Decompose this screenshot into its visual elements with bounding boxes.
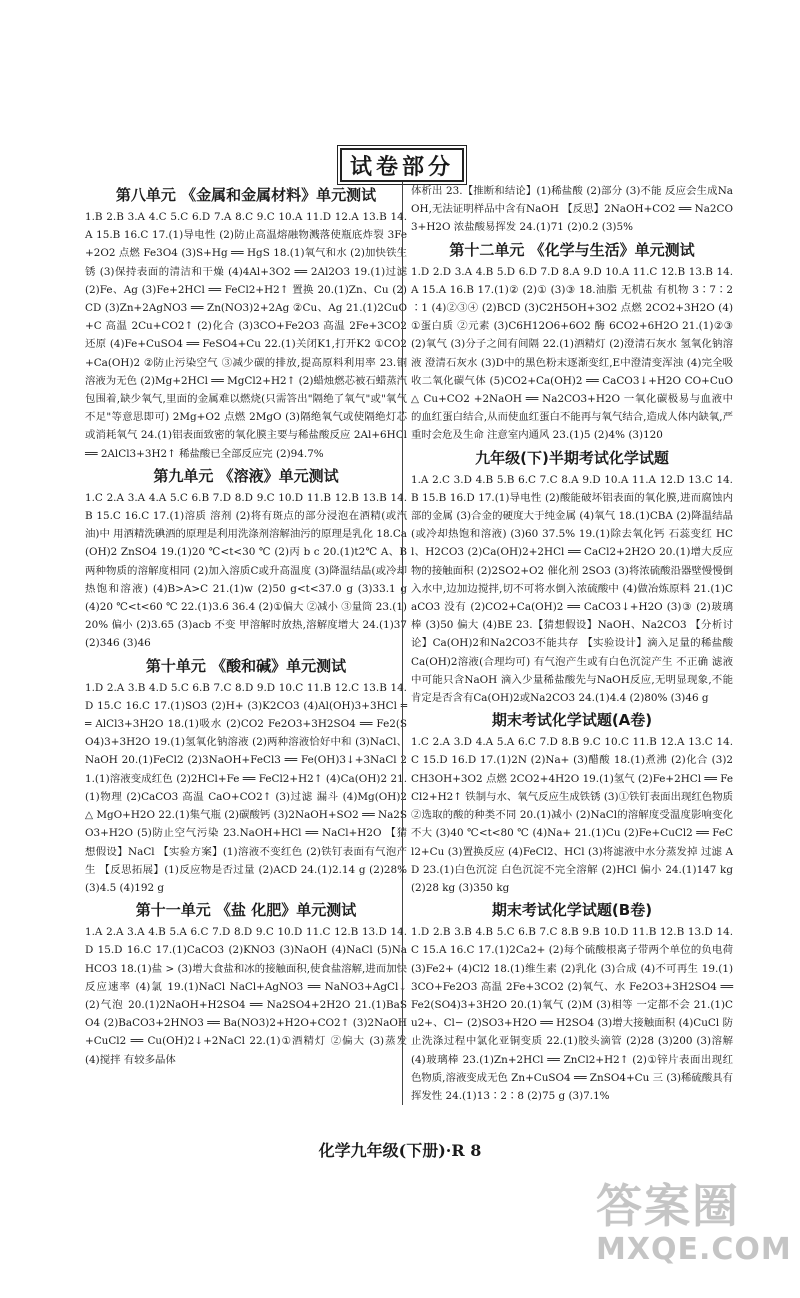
unit-title: 第九单元 《溶液》单元测试 xyxy=(153,466,339,485)
exam-title: 期末考试化学试题(B卷) xyxy=(491,901,653,920)
watermark-logo-cn: 答案圈 xyxy=(596,1179,740,1233)
answer-text-continued: 体析出 23.【推断和结论】(1)稀盐酸 (2)部分 (3)不能 反应会生成NaOH,无法证明样品中含有NaOH 【反思】2NaOH+CO2 ══ Na2CO3+H2O 浓盐酸易挥发 24.(1)71 (2)0.2 (3)5% xyxy=(411,185,733,234)
watermark-logo-en: MXQE.COM xyxy=(596,1232,792,1267)
answer-text: 1.B 2.B 3.A 4.C 5.C 6.D 7.A 8.C 9.C 10.A 11.D 12.A 13.B 14.A 15.B 16.C 17.(1)导电性 (2)防止高温熔融物溅落使瓶底炸裂 3Fe+2O2 点燃 Fe3O4 (3)S+Hg ══ HgS 18.(1)氧气和水 (2)加快铁生锈 (3)保持表面的清洁和干燥 (4)4Al+3O2 ══ 2Al2O3 19.(1)过滤 (2)Fe、Ag (3)Fe+2HCl ══ FeCl2+H2↑ 置换 20.(1)Zn、Cu (2)CD (3)Zn+2AgNO3 ══ Zn(NO3)2+2Ag ②Cu、Ag 21.(1)2CuO+C 高温 2Cu+CO2↑ (2)化合 (3)3CO+Fe2O3 高温 2Fe+3CO2 还原 (4)Fe+CuSO4 ══ FeSO4+Cu 22.(1)关闭K1,打开K2 ①CO2+Ca(OH)2 ②防止污染空气 ③减少碳的排放,提高原料利用率 23.铜 溶液为无色 (2)Mg+2HCl ══ MgCl2+H2↑ (2)蜡烛燃芯被石蜡蒸汽包围着,缺少氧气,里面的金属难以燃烧(只需答出"隔绝了氧气"或"氧气不足"等意思即可) 2Mg+O2 点燃 2MgO (3)隔绝氧气或使隔绝灯芯或消耗氧气 24.(1)铝表面致密的氧化膜主要与稀盐酸反应 2Al+6HCl ══ 2AlCl3+3H2↑ 稀盐酸已全部反应完 (2)94.7% xyxy=(85,211,407,460)
page-footer: 化学九年级(下册)·R 8 xyxy=(318,1141,482,1160)
unit-title: 第十一单元 《盐 化肥》单元测试 xyxy=(135,901,357,920)
left-column xyxy=(85,182,407,1069)
right-column xyxy=(402,182,733,1105)
answer-text: 1.A 2.A 3.A 4.B 5.A 6.C 7.D 8.D 9.C 10.D 11.C 12.B 13.D 14.D 15.D 16.C 17.(1)CaCO3 (2)KNO3 (3)NaOH (4)NaCl (5)NaHCO3 18.(1)盐 > (3)增大食盐和冰的接触面积,使食盐溶解,进而加快反应速率 (4)氯 19.(1)NaCl NaCl+AgNO3 ══ NaNO3+AgCl↓ (2)气泡 20.(1)2NaOH+H2SO4 ══ Na2SO4+2H2O 21.(1)BaSO4 (2)BaCO3+2HNO3 ══ Ba(NO3)2+H2O+CO2↑ (3)2NaOH+CuCl2 ══ Cu(OH)2↓+2NaCl 22.(1)①酒精灯 ②偏大 (3)蒸发 (4)搅拌 有较多晶体 xyxy=(85,926,407,1066)
answer-text: 1.D 2.D 3.A 4.B 5.D 6.D 7.D 8.A 9.D 10.A 11.C 12.B 13.B 14.A 15.A 16.B 17.(1)② (2)① (3)③ 18.油脂 无机盐 有机物 3∶7∶2∶1 (4)②③④ (2)BCD (3)C2H5OH+3O2 点燃 2CO2+3H2O (4)①蛋白质 ②元素 (3)C6H12O6+6O2 酶 6CO2+6H2O 21.(1)②③ (2)氧气 (3)分子之间有间隔 22.(1)酒精灯 (2)澄清石灰水 氢氧化钠溶液 澄清石灰水 (3)D中的黑色粉末逐渐变红,E中澄清变浑浊 (4)完全吸收二氧化碳气体 (5)CO2+Ca(OH)2 ══ CaCO3↓+H2O CO+CuO △ Cu+CO2 +2NaOH ══ Na2CO3+H2O 一氧化碳极易与血液中的血红蛋白结合,从而使血红蛋白不能再与氧气结合,造成人体内缺氧,严重时会危及生命 注意室内通风 23.(1)5 (2)4% (3)120 xyxy=(411,265,733,442)
exam-title: 期末考试化学试题(A卷) xyxy=(491,711,653,730)
answer-text: 1.D 2.A 3.B 4.D 5.C 6.B 7.C 8.D 9.D 10.C 11.B 12.C 13.B 14.D 15.C 16.C 17.(1)SO3 (2)H+ (3)K2CO3 (4)Al(OH)3+3HCl ══ AlCl3+3H2O 18.(1)吸水 (2)CO2 Fe2O3+3H2SO4 ══ Fe2(SO4)3+3H2O 19.(1)氢氧化钠溶液 (2)两种溶液恰好中和 (3)NaCl、NaOH 20.(1)FeCl2 (2)3NaOH+FeCl3 ══ Fe(OH)3↓+3NaCl 21.(1)溶液变成红色 (2)2HCl+Fe ══ FeCl2+H2↑ (4)Ca(OH)2 21.(1)物理 (2)CaCO3 高温 CaO+CO2↑ (3)过滤 漏斗 (4)Mg(OH)2 △ MgO+H2O 22.(1)集气瓶 (2)碳酸钙 (3)2NaOH+SO2 ══ Na2SO3+H2O (5)防止空气污染 23.NaOH+HCl ══ NaCl+H2O 【猜想假设】NaCl 【实验方案】(1)溶液不变红色 (2)铁钉表面有气泡产生 【反思拓展】(1)反应物是否过量 (2)ACD 24.(1)2.14 g (2)28% (3)4.5 (4)192 g xyxy=(85,681,407,894)
answer-text: 1.D 2.B 3.B 4.B 5.C 6.B 7.C 8.B 9.B 10.D 11.B 12.B 13.D 14.C 15.A 16.C 17.(1)2Ca2+ (2)每个硫酸根离子带两个单位的负电荷 (3)Fe2+ (4)Cl2 18.(1)维生素 (2)乳化 (3)合成 (4)不可再生 19.(1)3CO+Fe2O3 高温 2Fe+3CO2 (2)氧气、水 Fe2O3+3H2SO4 ══ Fe2(SO4)3+3H2O 20.(1)氧气 (2)M (3)相等 一定都不会 21.(1)Cu2+、Cl− (2)SO3+H2O ══ H2SO4 (3)增大接触面积 (4)CuCl 防止洗涤过程中氯化亚铜变质 22.(1)胶头滴管 (2)28 (3)200 (3)溶解 (4)玻璃棒 23.(1)Zn+2HCl ══ ZnCl2+H2↑ (2)①锌片表面出现红色物质,溶液变成无色 Zn+CuSO4 ══ ZnSO4+Cu 三 (3)稀硫酸具有挥发性 24.(1)13∶2∶8 (2)75 g (3)7.1% xyxy=(411,926,733,1102)
section-banner: 试卷部分 xyxy=(340,148,464,182)
unit-title: 第八单元 《金属和金属材料》单元测试 xyxy=(115,186,377,204)
watermark-logo xyxy=(596,1170,792,1270)
unit-title: 第十二单元 《化学与生活》单元测试 xyxy=(449,240,695,259)
answer-text: 1.C 2.A 3.A 4.A 5.C 6.B 7.D 8.D 9.C 10.D 11.B 12.B 13.B 14.B 15.C 16.C 17.(1)溶质 溶剂 (2)将有斑点的部分浸泡在酒精(或汽油)中 用酒精洗碘酒的原理是利用洗涤剂溶解油污的原理是乳化 18.Ca(OH)2 ZnSO4 19.(1)20 ℃<t<30 ℃ (2)丙 b c 20.(1)t2℃ A、B两种物质的溶解度相同 (2)加入溶质C或升高温度 (3)降温结晶(或冷却热饱和溶液) (4)B>A>C 21.(1)w (2)50 g<t<37.0 g (3)33.1 g (4)20 ℃<t<60 ℃ 22.(1)3.6 36.4 (2)①偏大 ②减小 ③量筒 23.(1)20% 偏小 (2)3.65 (3)acb 不变 甲溶解时放热,溶解度增大 24.(1)37 (2)346 (3)46 xyxy=(85,491,407,650)
answer-text: 1.A 2.C 3.D 4.B 5.B 6.C 7.C 8.A 9.D 10.A 11.A 12.D 13.C 14.B 15.B 16.D 17.(1)导电性 (2)酸能破坏铝表面的氧化膜,进而腐蚀内部的金属 (3)合金的硬度大于纯金属 (4)氧气 18.(1)CBA (2)降温结晶(或冷却热饱和溶液) (3)60 37.5% 19.(1)除去氧化钙 石蕊变红 HCl、H2CO3 (2)Ca(OH)2+2HCl ══ CaCl2+2H2O 20.(1)增大反应物的接触面积 (2)2SO2+O2 催化剂 2SO3 (3)将浓硫酸沿器壁慢慢倒入水中,边加边搅拌,切不可将水倒入浓硫酸中 (4)做冶炼原料 21.(1)CaCO3 没有 (2)CO2+Ca(OH)2 ══ CaCO3↓+H2O (3)③ (2)玻璃棒 (3)50 偏大 (4)BE 23.【猜想假设】NaOH、Na2CO3 【分析讨论】Ca(OH)2和Na2CO3不能共存 【实验设计】滴入足量的稀盐酸 Ca(OH)2溶液(合理均可) 有气泡产生或有白色沉淀产生 不正确 滤液中可能只含NaOH 滴入少量稀盐酸先与NaOH反应,无明显现象,不能肯定是否含有Ca(OH)2或Na2CO3 24.(1)4.4 (2)80% (3)46 g xyxy=(411,473,733,705)
exam-title: 九年级(下)半期考试化学试题 xyxy=(475,448,669,467)
answer-text: 1.C 2.A 3.D 4.A 5.A 6.C 7.D 8.B 9.C 10.C 11.B 12.A 13.C 14.C 15.D 16.D 17.(1)2N (2)Na+ (3)醋酸 18.(1)煮沸 (2)化合 (3)2CH3OH+3O2 点燃 2CO2+4H2O 19.(1)氢气 (2)Fe+2HCl ══ FeCl2+H2↑ 铁制与水、氧气反应生成铁锈 (3)①铁钉表面出现红色物质 ②选取的酸的种类不同 20.(1)减小 (2)NaCl的溶解度受温度影响变化不大 (3)40 ℃<t<80 ℃ (4)Na+ 21.(1)Cu (2)Fe+CuCl2 ══ FeCl2+Cu (3)置换反应 (4)FeCl2、HCl (3)将滤液中水分蒸发掉 过滤 AD 23.(1)白色沉淀 白色沉淀不完全溶解 (2)HCl 偏小 24.(1)147 kg (2)28 kg (3)350 kg xyxy=(411,736,733,894)
unit-title: 第十单元 《酸和碱》单元测试 xyxy=(145,656,347,675)
